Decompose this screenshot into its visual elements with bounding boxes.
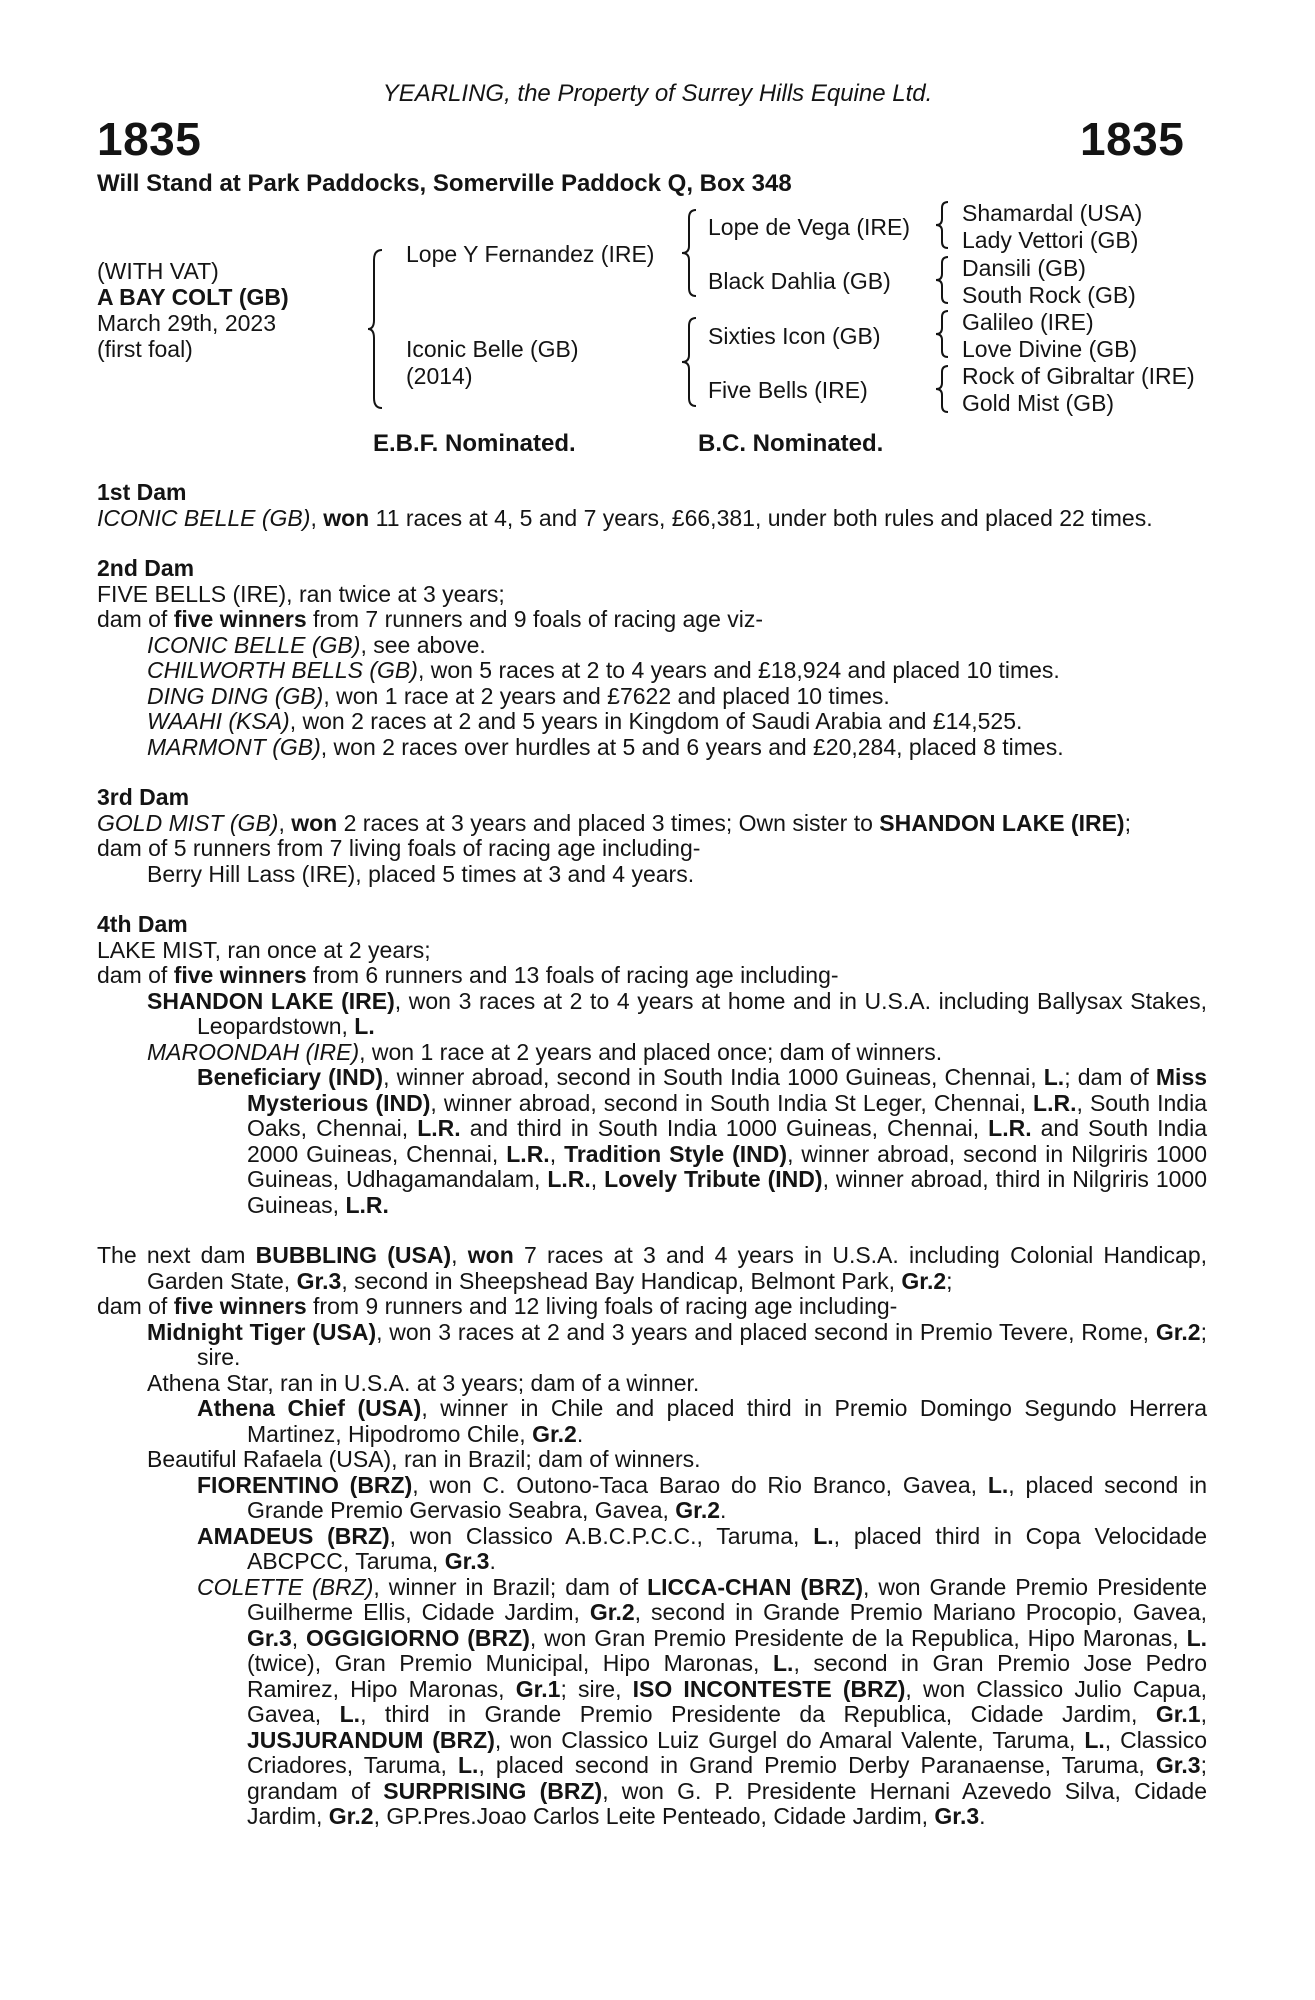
pedigree-sire-sire: Lope de Vega (IRE) <box>708 214 911 240</box>
vat-note: (WITH VAT) <box>97 258 219 284</box>
damof-label: dam of <box>97 606 168 632</box>
next-dam-record: The next dam BUBBLING (USA), won 7 races at 3 and 4 years in U.S.A. including Colonial Handicap, Garden State, Gr.3, second in Sheepshead Bay Handicap, Belmont Park, Gr.2; <box>97 1242 1207 1294</box>
produce-text: , winner in Chile and placed third in Premio Domingo Segundo Herrera Martinez, Hipodromo Chile, <box>247 1395 1207 1447</box>
race-grade: Gr.2 <box>901 1267 947 1294</box>
race-grade: L. <box>987 1471 1009 1498</box>
race-grade: L. <box>1186 1624 1208 1651</box>
produce-text: , won 5 races at 2 to 4 years and £18,924 and placed 10 times. <box>417 657 1060 683</box>
third-dam-text: 2 races at 3 years and placed 3 times; Own sister to <box>343 809 873 836</box>
next-dam-intro: The next dam <box>97 1242 246 1268</box>
lot-number-left: 1835 <box>97 113 202 165</box>
produce-text: , second in Gran Premio Jose Pedro Ramirez, Hipo Maronas, <box>247 1650 1207 1702</box>
pedigree-brace-gg1 <box>934 200 950 250</box>
produce-name: SHANDON LAKE (IRE) <box>147 987 395 1014</box>
list-item: Beautiful Rafaela (USA), ran in Brazil; dam of winners. <box>147 1446 701 1472</box>
produce-text: , winner in Brazil; dam of <box>373 1573 639 1600</box>
list-item <box>97 658 1207 684</box>
pedigree-ggp-7: Rock of Gibraltar (IRE) <box>962 363 1195 389</box>
race-grade: Gr.3 <box>1155 1752 1201 1778</box>
produce-text: , South India Oaks, Chennai, <box>247 1089 1208 1141</box>
pedigree-dam-year: (2014) <box>406 363 473 389</box>
produce-text: , won Classico A.B.C.P.C.C., Taruma, <box>389 1522 800 1549</box>
race-grade: Gr.2 <box>1155 1318 1201 1345</box>
third-dam-title: 3rd Dam <box>97 784 190 810</box>
produce-name: AMADEUS (BRZ) <box>197 1522 390 1549</box>
produce-text: , placed third in Copa Velocidade ABCPCC, Taruma, <box>247 1522 1207 1574</box>
list-item <box>97 1320 1207 1371</box>
produce-name: Athena Chief (USA) <box>197 1395 422 1421</box>
produce-text: , won Gran Premio Presidente de la Republica, Hipo Maronas, <box>529 1624 1179 1651</box>
produce-name: JUSJURANDUM (BRZ) <box>247 1726 495 1753</box>
list-item <box>97 684 1207 710</box>
produce-text: and third in South India 1000 Guineas, Chennai, <box>469 1115 980 1141</box>
produce-text: , second in Sheepshead Bay Handicap, Belmont Park, <box>341 1267 895 1294</box>
produce-name: DING DING (GB) <box>147 682 324 709</box>
pedigree-ggp-4: South Rock (GB) <box>962 282 1136 308</box>
race-grade: L. <box>354 1013 375 1039</box>
produce-text: , won Classico Julio Capua, Gavea, <box>247 1675 1208 1727</box>
next-dam-damof <box>97 1294 1207 1320</box>
first-dam-title: 1st Dam <box>97 479 187 505</box>
produce-text: , Classico Criadores, Taruma, <box>247 1726 1207 1778</box>
next-dam-won: won <box>467 1242 514 1268</box>
produce-text: , GP.Pres.Joao Carlos Leite Penteado, Cidade Jardim, <box>373 1803 928 1829</box>
sister-name: SHANDON LAKE (IRE) <box>879 809 1125 836</box>
third-dam-won: won <box>291 809 338 836</box>
produce-text: 7 races at 3 and 4 years in U.S.A. including Colonial Handicap, Garden State, <box>147 1242 1207 1294</box>
produce-name: FIORENTINO (BRZ) <box>197 1471 413 1498</box>
race-grade: L. <box>1084 1726 1105 1753</box>
produce-name: ICONIC BELLE (GB) <box>147 631 361 658</box>
horse-dob: March 29th, 2023 <box>97 310 277 336</box>
fourth-dam-title: 4th Dam <box>97 911 188 937</box>
damof-label: dam of <box>97 1293 168 1319</box>
list-item <box>97 1524 1207 1575</box>
produce-text: , won 1 race at 2 years and placed once; dam of winners. <box>359 1038 943 1065</box>
produce-text: , placed second in Grand Premio Derby Paranaense, Taruma, <box>478 1752 1145 1778</box>
produce-name: Lovely Tribute (IND) <box>604 1166 823 1192</box>
pedigree-ggp-8: Gold Mist (GB) <box>962 390 1115 416</box>
first-dam-won: won <box>323 504 370 531</box>
damof-rest: from 6 runners and 13 foals of racing age including- <box>313 962 839 988</box>
pedigree-ggp-2: Lady Vettori (GB) <box>962 227 1139 253</box>
race-grade: Gr.1 <box>1155 1701 1201 1727</box>
stand-location: Will Stand at Park Paddocks, Somerville Paddock Q, Box 348 <box>97 170 792 197</box>
damof-rest: from 9 runners and 12 living foals of racing age including- <box>313 1293 898 1319</box>
ebf-nominated: E.B.F. Nominated. <box>373 430 576 457</box>
race-grade: L. <box>813 1522 834 1549</box>
first-dam-section <box>97 480 1207 531</box>
list-item <box>97 709 1207 735</box>
first-dam-name: ICONIC BELLE (GB) <box>97 504 311 531</box>
race-grade: L.R. <box>417 1115 461 1141</box>
punct: . <box>489 1548 496 1574</box>
race-grade: L.R. <box>506 1140 550 1167</box>
pedigree-brace-dam <box>680 316 698 408</box>
list-item <box>97 633 1207 659</box>
produce-text: , winner abroad, second in South India 1000 Guineas, Chennai, <box>383 1064 1037 1090</box>
list-item: Berry Hill Lass (IRE), placed 5 times at 3 and 4 years. <box>147 860 695 887</box>
race-grade: Gr.3 <box>247 1624 292 1651</box>
list-item <box>97 1396 1207 1447</box>
bc-nominated: B.C. Nominated. <box>698 430 884 457</box>
punct: ; <box>1124 809 1131 836</box>
race-grade: Gr.2 <box>532 1420 577 1447</box>
punct: , <box>291 1624 299 1651</box>
race-grade: L.R. <box>547 1166 591 1192</box>
produce-text: , placed second in Grande Premio Gervasio Seabra, Gavea, <box>247 1471 1208 1523</box>
punct: . <box>979 1803 986 1829</box>
race-grade: L. <box>772 1650 794 1676</box>
produce-name: LICCA-CHAN (BRZ) <box>647 1573 864 1600</box>
produce-text: , won 2 races at 2 and 5 years in Kingdom of Saudi Arabia and £14,525. <box>289 708 1023 734</box>
first-dam-text: 11 races at 4, 5 and 7 years, £66,381, under both rules and placed 22 times. <box>375 504 1153 531</box>
winners-count: five winners <box>173 962 307 988</box>
third-dam-section <box>97 785 1207 887</box>
produce-name: Beneficiary (IND) <box>197 1064 384 1090</box>
next-dam-section <box>97 1243 1207 1830</box>
list-item <box>97 1575 1207 1830</box>
produce-text: , see above. <box>360 631 486 658</box>
list-item <box>97 989 1207 1040</box>
third-dam-name: GOLD MIST (GB) <box>97 809 279 836</box>
horse-name: A BAY COLT (GB) <box>97 284 289 310</box>
produce-name: COLETTE (BRZ) <box>197 1573 374 1600</box>
pedigree-brace-gg4 <box>934 364 950 414</box>
damof-rest: from 7 runners and 9 foals of racing age viz- <box>313 606 764 632</box>
punct: , <box>590 1166 598 1192</box>
race-grade: L. <box>1043 1064 1065 1090</box>
produce-text: ; sire. <box>197 1318 1207 1370</box>
second-dam-section <box>97 556 1207 760</box>
race-grade: Gr.2 <box>589 1599 635 1625</box>
produce-text: ; sire, <box>560 1675 622 1702</box>
race-grade: Gr.2 <box>328 1803 374 1829</box>
produce-text: , winner abroad, second in South India St Leger, Chennai, <box>430 1089 1026 1116</box>
winners-count: five winners <box>173 1293 307 1319</box>
pedigree-brace-gg2 <box>934 255 950 305</box>
list-item <box>97 1065 1207 1218</box>
second-dam-title: 2nd Dam <box>97 555 195 581</box>
race-grade: L.R. <box>1033 1089 1077 1116</box>
produce-text: , won 2 races over hurdles at 5 and 6 years and £20,284, placed 8 times. <box>320 733 1064 760</box>
catalogue-heading: YEARLING, the Property of Surrey Hills Equine Ltd. <box>382 80 933 107</box>
produce-text: ; grandam of <box>247 1752 1207 1804</box>
third-dam-damof: dam of 5 runners from 7 living foals of racing age including- <box>97 835 701 861</box>
list-item: Athena Star, ran in U.S.A. at 3 years; dam of a winner. <box>147 1369 700 1396</box>
fourth-dam-section <box>97 912 1207 1218</box>
fourth-dam-line: LAKE MIST, ran once at 2 years; <box>97 936 431 963</box>
pedigree-dam-sire: Sixties Icon (GB) <box>708 323 881 349</box>
second-dam-line: FIVE BELLS (IRE), ran twice at 3 years; <box>97 580 505 607</box>
race-grade: Gr.3 <box>296 1267 342 1294</box>
produce-name: Miss Mysterious (IND) <box>247 1064 1208 1116</box>
second-dam-damof <box>97 607 1207 633</box>
produce-name: MARMONT (GB) <box>147 733 321 760</box>
pedigree-brace-sire <box>680 208 698 298</box>
produce-text: , third in Grande Premio Presidente da Republica, Cidade Jardim, <box>360 1701 1138 1727</box>
pedigree-ggp-5: Galileo (IRE) <box>962 309 1094 335</box>
pedigree-ggp-3: Dansili (GB) <box>962 255 1086 281</box>
produce-name: OGGIGIORNO (BRZ) <box>306 1624 530 1651</box>
produce-name: MAROONDAH (IRE) <box>147 1038 360 1065</box>
pedigree-ggp-6: Love Divine (GB) <box>962 336 1138 362</box>
produce-name: Midnight Tiger (USA) <box>147 1318 377 1345</box>
produce-text: , won 3 races at 2 and 3 years and placed second in Premio Tevere, Rome, <box>376 1318 1150 1345</box>
list-item <box>97 1040 1207 1066</box>
produce-name: SURPRISING (BRZ) <box>383 1777 603 1804</box>
produce-text: (twice), Gran Premio Municipal, Hipo Maronas, <box>247 1650 760 1676</box>
pedigree-sire-dam: Black Dahlia (GB) <box>708 268 891 294</box>
damof-label: dam of <box>97 962 168 988</box>
produce-name: WAAHI (KSA) <box>147 708 290 734</box>
list-item <box>97 735 1207 761</box>
punct: , <box>1200 1701 1207 1727</box>
race-grade: Gr.3 <box>934 1803 980 1829</box>
pedigree-brace-gg3 <box>934 309 950 359</box>
produce-text: , winner abroad, third in Nilgriris 1000 Guineas, <box>247 1166 1207 1218</box>
pedigree-sire: Lope Y Fernandez (IRE) <box>406 241 655 267</box>
race-grade: L. <box>339 1701 361 1727</box>
horse-note: (first foal) <box>97 336 193 362</box>
race-grade: Gr.3 <box>444 1548 490 1574</box>
winners-count: five winners <box>173 606 307 632</box>
race-grade: L. <box>457 1752 479 1778</box>
pedigree-ggp-1: Shamardal (USA) <box>962 200 1143 226</box>
fourth-dam-damof <box>97 963 1207 989</box>
produce-text: , won C. Outono-Taca Barao do Rio Branco, Gavea, <box>412 1471 978 1498</box>
produce-name: ISO INCONTESTE (BRZ) <box>632 1675 906 1702</box>
third-dam-record: GOLD MIST (GB), won 2 races at 3 years and placed 3 times; Own sister to SHANDON LAKE (IRE); <box>97 809 1131 836</box>
produce-text: , won Grande Premio Presidente Guilherme Ellis, Cidade Jardim, <box>247 1573 1208 1625</box>
produce-text: , won Classico Luiz Gurgel do Amaral Valente, Taruma, <box>494 1726 1076 1753</box>
produce-name: Tradition Style (IND) <box>564 1140 788 1167</box>
punct: . <box>720 1497 727 1523</box>
produce-text: , won G. P. Presidente Hernani Azevedo Silva, Cidade Jardim, <box>247 1777 1207 1829</box>
produce-name: CHILWORTH BELLS (GB) <box>147 657 418 683</box>
first-dam-record: ICONIC BELLE (GB), won 11 races at 4, 5 and 7 years, £66,381, under both rules and placed 22 times. <box>97 504 1153 531</box>
race-grade: L.R. <box>988 1115 1032 1141</box>
punct: . <box>576 1420 584 1447</box>
produce-text: , won 3 races at 2 to 4 years at home and in U.S.A. including Ballysax Stakes, Leopardstown, <box>197 987 1207 1039</box>
pedigree-brace-main <box>366 248 384 410</box>
produce-record <box>97 480 1207 1855</box>
pedigree-dam: Iconic Belle (GB) <box>406 336 579 362</box>
lot-number-right: 1835 <box>1080 113 1185 165</box>
produce-text: , second in Grande Premio Mariano Procopio, Gavea, <box>634 1599 1208 1625</box>
punct: ; <box>946 1267 953 1294</box>
produce-text: ; dam of <box>1064 1064 1149 1090</box>
pedigree-dam-dam: Five Bells (IRE) <box>708 377 868 403</box>
list-item <box>97 1473 1207 1524</box>
race-grade: L.R. <box>345 1191 389 1218</box>
punct: , <box>549 1140 557 1167</box>
produce-text: and South India 2000 Guineas, Chennai, <box>247 1115 1208 1167</box>
next-dam-name: BUBBLING (USA) <box>255 1242 452 1268</box>
race-grade: Gr.1 <box>515 1675 561 1702</box>
race-grade: Gr.2 <box>675 1497 721 1523</box>
produce-text: , won 1 race at 2 years and £7622 and placed 10 times. <box>323 682 890 709</box>
produce-text: , winner abroad, second in Nilgriris 1000 Guineas, Udhagamandalam, <box>247 1140 1208 1192</box>
